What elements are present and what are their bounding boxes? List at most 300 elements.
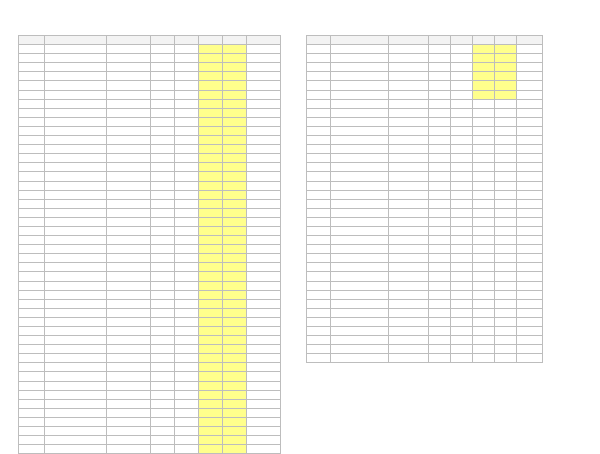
table-cell xyxy=(331,299,389,308)
table-row xyxy=(307,90,543,99)
table-cell xyxy=(199,345,223,354)
table-cell xyxy=(151,126,175,135)
table-cell xyxy=(495,336,517,345)
table-cell xyxy=(517,272,543,281)
table-cell xyxy=(473,226,495,235)
table-cell xyxy=(247,345,281,354)
table-cell xyxy=(19,81,45,90)
table-cell xyxy=(199,236,223,245)
table-cell xyxy=(199,163,223,172)
table-cell xyxy=(107,45,151,54)
column-header xyxy=(247,36,281,45)
table-cell xyxy=(307,163,331,172)
table-cell xyxy=(389,199,429,208)
table-cell xyxy=(517,181,543,190)
table-row xyxy=(307,81,543,90)
table-cell xyxy=(175,390,199,399)
table-cell xyxy=(223,299,247,308)
table-row xyxy=(307,72,543,81)
table-cell xyxy=(451,190,473,199)
table-cell xyxy=(331,45,389,54)
table-cell xyxy=(495,145,517,154)
table-row xyxy=(307,63,543,72)
table-row xyxy=(307,308,543,317)
table-cell xyxy=(389,154,429,163)
table-row xyxy=(19,381,281,390)
table-cell xyxy=(389,181,429,190)
table-cell xyxy=(473,63,495,72)
table-cell xyxy=(223,290,247,299)
table-row xyxy=(19,263,281,272)
table-cell xyxy=(175,317,199,326)
table-row xyxy=(19,354,281,363)
table-cell xyxy=(247,436,281,445)
table-cell xyxy=(473,181,495,190)
table-cell xyxy=(247,63,281,72)
table-cell xyxy=(19,108,45,117)
table-cell xyxy=(429,163,451,172)
table-cell xyxy=(19,245,45,254)
table-cell xyxy=(175,336,199,345)
table-cell xyxy=(247,190,281,199)
table-cell xyxy=(107,145,151,154)
table-cell xyxy=(107,81,151,90)
table-row xyxy=(307,345,543,354)
table-cell xyxy=(451,226,473,235)
table-cell xyxy=(151,145,175,154)
table-cell xyxy=(151,363,175,372)
table-cell xyxy=(45,245,107,254)
table-row xyxy=(307,199,543,208)
table-cell xyxy=(199,372,223,381)
table-cell xyxy=(107,290,151,299)
table-header-row xyxy=(307,36,543,45)
table-cell xyxy=(107,163,151,172)
price-list-table xyxy=(306,35,543,363)
table-cell xyxy=(223,99,247,108)
table-cell xyxy=(247,308,281,317)
table-cell xyxy=(247,181,281,190)
table-cell xyxy=(107,445,151,454)
table-cell xyxy=(175,290,199,299)
table-cell xyxy=(451,54,473,63)
table-cell xyxy=(389,281,429,290)
table-row xyxy=(19,436,281,445)
table-cell xyxy=(223,208,247,217)
table-cell xyxy=(451,317,473,326)
table-cell xyxy=(19,399,45,408)
table-cell xyxy=(151,117,175,126)
table-cell xyxy=(247,327,281,336)
table-cell xyxy=(517,190,543,199)
table-cell xyxy=(175,263,199,272)
table-cell xyxy=(45,417,107,426)
table-row xyxy=(19,208,281,217)
table-row xyxy=(307,254,543,263)
table-cell xyxy=(45,108,107,117)
table-cell xyxy=(107,272,151,281)
table-cell xyxy=(45,199,107,208)
table-cell xyxy=(429,136,451,145)
table-cell xyxy=(451,108,473,117)
table-cell xyxy=(389,299,429,308)
table-cell xyxy=(429,72,451,81)
table-cell xyxy=(175,281,199,290)
table-cell xyxy=(223,72,247,81)
table-cell xyxy=(331,327,389,336)
table-cell xyxy=(307,281,331,290)
table-cell xyxy=(45,281,107,290)
table-cell xyxy=(451,263,473,272)
table-row xyxy=(19,345,281,354)
table-cell xyxy=(151,381,175,390)
sheet-title xyxy=(18,8,280,20)
table-cell xyxy=(429,290,451,299)
table-cell xyxy=(331,236,389,245)
table-cell xyxy=(429,272,451,281)
table-cell xyxy=(331,317,389,326)
table-cell xyxy=(175,245,199,254)
table-cell xyxy=(495,163,517,172)
table-cell xyxy=(175,254,199,263)
table-cell xyxy=(107,254,151,263)
table-row xyxy=(307,281,543,290)
table-cell xyxy=(223,126,247,135)
table-cell xyxy=(19,281,45,290)
table-cell xyxy=(517,126,543,135)
table-cell xyxy=(19,445,45,454)
table-cell xyxy=(517,263,543,272)
table-cell xyxy=(307,199,331,208)
table-cell xyxy=(473,317,495,326)
table-row xyxy=(19,154,281,163)
table-cell xyxy=(151,99,175,108)
table-cell xyxy=(247,363,281,372)
table-cell xyxy=(495,317,517,326)
table-cell xyxy=(175,54,199,63)
column-header xyxy=(473,36,495,45)
table-cell xyxy=(45,263,107,272)
table-cell xyxy=(175,199,199,208)
table-cell xyxy=(307,236,331,245)
table-cell xyxy=(223,145,247,154)
table-cell xyxy=(517,99,543,108)
table-row xyxy=(307,327,543,336)
table-cell xyxy=(517,354,543,363)
table-row xyxy=(19,408,281,417)
table-cell xyxy=(331,281,389,290)
table-cell xyxy=(19,136,45,145)
table-cell xyxy=(473,172,495,181)
table-cell xyxy=(19,345,45,354)
table-cell xyxy=(451,163,473,172)
table-cell xyxy=(331,54,389,63)
table-cell xyxy=(495,81,517,90)
table-cell xyxy=(175,408,199,417)
table-cell xyxy=(307,345,331,354)
table-cell xyxy=(331,226,389,235)
table-cell xyxy=(495,236,517,245)
table-cell xyxy=(429,308,451,317)
table-cell xyxy=(19,436,45,445)
table-row xyxy=(307,236,543,245)
table-cell xyxy=(199,417,223,426)
table-cell xyxy=(19,372,45,381)
table-cell xyxy=(389,217,429,226)
table-cell xyxy=(223,390,247,399)
table-cell xyxy=(107,327,151,336)
table-cell xyxy=(495,354,517,363)
table-row xyxy=(19,117,281,126)
table-cell xyxy=(107,217,151,226)
table-cell xyxy=(247,317,281,326)
table-cell xyxy=(307,45,331,54)
table-cell xyxy=(199,226,223,235)
table-row xyxy=(19,90,281,99)
table-cell xyxy=(307,90,331,99)
table-cell xyxy=(19,117,45,126)
table-cell xyxy=(151,336,175,345)
table-cell xyxy=(451,117,473,126)
table-cell xyxy=(151,181,175,190)
table-cell xyxy=(307,226,331,235)
table-cell xyxy=(473,199,495,208)
table-cell xyxy=(389,54,429,63)
table-cell xyxy=(331,190,389,199)
table-cell xyxy=(19,126,45,135)
table-cell xyxy=(151,290,175,299)
table-cell xyxy=(19,363,45,372)
table-cell xyxy=(223,217,247,226)
table-cell xyxy=(199,45,223,54)
table-cell xyxy=(389,208,429,217)
table-cell xyxy=(389,345,429,354)
table-cell xyxy=(389,126,429,135)
table-cell xyxy=(45,226,107,235)
table-cell xyxy=(247,354,281,363)
table-cell xyxy=(517,336,543,345)
table-cell xyxy=(451,354,473,363)
table-cell xyxy=(175,299,199,308)
table-row xyxy=(19,281,281,290)
table-cell xyxy=(45,217,107,226)
table-cell xyxy=(517,327,543,336)
table-cell xyxy=(45,45,107,54)
table-cell xyxy=(19,263,45,272)
table-cell xyxy=(107,154,151,163)
table-cell xyxy=(517,63,543,72)
table-cell xyxy=(107,390,151,399)
table-cell xyxy=(107,208,151,217)
table-cell xyxy=(107,363,151,372)
table-row xyxy=(307,99,543,108)
table-cell xyxy=(175,63,199,72)
table-cell xyxy=(223,136,247,145)
table-cell xyxy=(429,327,451,336)
table-cell xyxy=(199,336,223,345)
table-cell xyxy=(451,90,473,99)
table-cell xyxy=(495,290,517,299)
table-cell xyxy=(151,354,175,363)
table-row xyxy=(307,126,543,135)
table-cell xyxy=(495,345,517,354)
table-cell xyxy=(107,317,151,326)
table-row xyxy=(307,108,543,117)
table-cell xyxy=(199,299,223,308)
table-cell xyxy=(473,108,495,117)
table-cell xyxy=(429,54,451,63)
table-row xyxy=(19,199,281,208)
table-cell xyxy=(19,290,45,299)
table-cell xyxy=(45,336,107,345)
table-cell xyxy=(223,427,247,436)
table-cell xyxy=(389,81,429,90)
table-cell xyxy=(199,54,223,63)
table-cell xyxy=(45,399,107,408)
table-row xyxy=(19,63,281,72)
table-cell xyxy=(19,354,45,363)
table-cell xyxy=(19,181,45,190)
table-cell xyxy=(247,372,281,381)
table-cell xyxy=(517,117,543,126)
table-cell xyxy=(19,299,45,308)
table-cell xyxy=(473,308,495,317)
price-list-table xyxy=(18,35,281,454)
table-cell xyxy=(247,72,281,81)
table-cell xyxy=(175,190,199,199)
table-row xyxy=(19,81,281,90)
table-cell xyxy=(45,190,107,199)
table-cell xyxy=(175,226,199,235)
table-cell xyxy=(151,263,175,272)
table-cell xyxy=(45,236,107,245)
table-cell xyxy=(199,272,223,281)
table-cell xyxy=(473,345,495,354)
table-cell xyxy=(151,154,175,163)
table-cell xyxy=(151,236,175,245)
table-cell xyxy=(451,181,473,190)
table-cell xyxy=(473,126,495,135)
table-cell xyxy=(247,163,281,172)
table-cell xyxy=(517,45,543,54)
table-row xyxy=(19,363,281,372)
table-cell xyxy=(473,145,495,154)
table-cell xyxy=(175,126,199,135)
table-cell xyxy=(151,217,175,226)
table-row xyxy=(307,181,543,190)
table-cell xyxy=(517,72,543,81)
column-header xyxy=(517,36,543,45)
table-cell xyxy=(247,172,281,181)
table-cell xyxy=(45,427,107,436)
table-cell xyxy=(495,117,517,126)
table-row xyxy=(19,45,281,54)
table-row xyxy=(307,45,543,54)
table-row xyxy=(19,217,281,226)
table-cell xyxy=(389,145,429,154)
table-row xyxy=(19,327,281,336)
table-cell xyxy=(175,327,199,336)
table-cell xyxy=(247,254,281,263)
table-row xyxy=(307,263,543,272)
table-cell xyxy=(307,99,331,108)
table-cell xyxy=(45,163,107,172)
column-header xyxy=(451,36,473,45)
table-cell xyxy=(107,245,151,254)
table-row xyxy=(19,308,281,317)
table-cell xyxy=(307,181,331,190)
table-cell xyxy=(307,354,331,363)
table-row xyxy=(19,72,281,81)
table-cell xyxy=(331,181,389,190)
table-cell xyxy=(495,45,517,54)
table-row xyxy=(19,299,281,308)
table-cell xyxy=(331,99,389,108)
table-cell xyxy=(151,281,175,290)
table-cell xyxy=(307,263,331,272)
table-cell xyxy=(247,145,281,154)
table-cell xyxy=(331,354,389,363)
table-cell xyxy=(517,199,543,208)
table-cell xyxy=(151,108,175,117)
table-cell xyxy=(223,308,247,317)
column-header xyxy=(389,36,429,45)
table-cell xyxy=(151,345,175,354)
table-cell xyxy=(199,327,223,336)
table-cell xyxy=(199,199,223,208)
table-cell xyxy=(389,99,429,108)
table-cell xyxy=(175,372,199,381)
table-cell xyxy=(473,163,495,172)
table-cell xyxy=(45,345,107,354)
table-cell xyxy=(517,172,543,181)
table-cell xyxy=(223,245,247,254)
table-cell xyxy=(517,54,543,63)
table-cell xyxy=(451,336,473,345)
table-cell xyxy=(151,63,175,72)
table-cell xyxy=(307,336,331,345)
table-cell xyxy=(331,172,389,181)
table-cell xyxy=(517,145,543,154)
table-cell xyxy=(331,117,389,126)
table-cell xyxy=(19,99,45,108)
table-cell xyxy=(199,436,223,445)
table-cell xyxy=(389,254,429,263)
table-cell xyxy=(199,399,223,408)
table-cell xyxy=(473,117,495,126)
table-cell xyxy=(175,117,199,126)
table-cell xyxy=(199,108,223,117)
table-cell xyxy=(247,427,281,436)
table-cell xyxy=(247,99,281,108)
table-cell xyxy=(45,408,107,417)
table-cell xyxy=(307,72,331,81)
table-cell xyxy=(473,272,495,281)
table-cell xyxy=(247,90,281,99)
table-row xyxy=(307,145,543,154)
table-cell xyxy=(307,63,331,72)
table-row xyxy=(19,254,281,263)
table-cell xyxy=(199,63,223,72)
table-cell xyxy=(19,190,45,199)
table-cell xyxy=(45,181,107,190)
table-cell xyxy=(223,190,247,199)
table-cell xyxy=(429,154,451,163)
table-cell xyxy=(429,81,451,90)
table-cell xyxy=(451,154,473,163)
table-row xyxy=(19,372,281,381)
table-row xyxy=(19,390,281,399)
